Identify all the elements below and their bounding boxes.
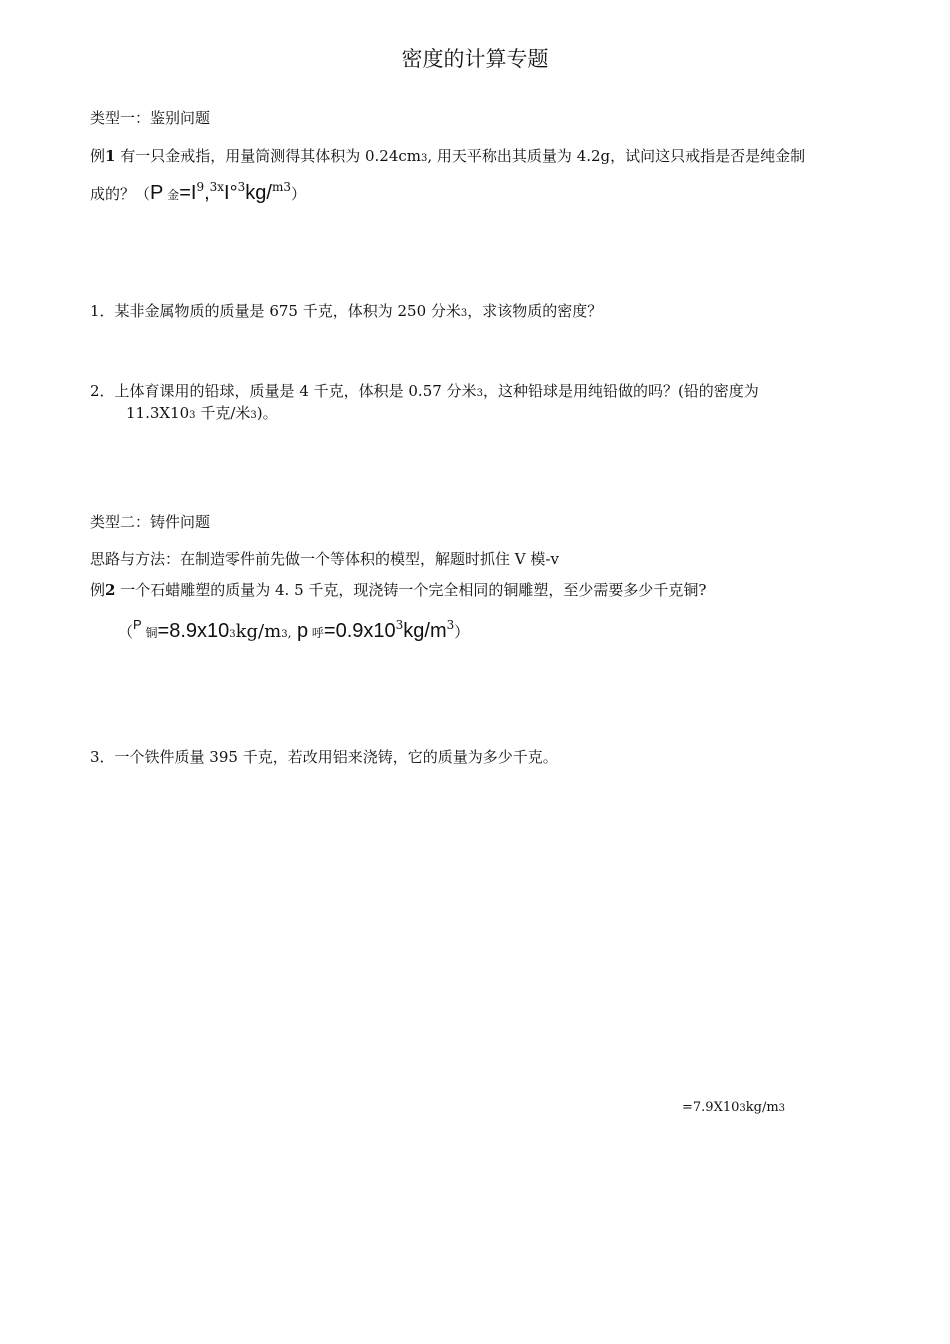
- iron-density-note: [682, 1098, 785, 1119]
- wax-unit: kg/m: [403, 620, 447, 642]
- gold-sup-a: 9: [196, 180, 205, 194]
- example1-line2: [90, 180, 306, 208]
- example2-prefix: 例: [90, 581, 106, 599]
- wax-value: =0.9x10: [323, 620, 396, 642]
- example1-sub: 3: [421, 153, 428, 164]
- gold-sup-b: 3x: [209, 180, 225, 194]
- example2-line: [90, 580, 706, 600]
- example1-text: 有一只金戒指，用量筒测得其体积为 0.24cm: [115, 147, 422, 165]
- copper-unit: kg/m: [235, 621, 282, 642]
- wax-label: 呼: [308, 626, 324, 640]
- question-2-line1: [90, 381, 759, 404]
- example1-text2: , 用天平称出其质量为 4.2g，试问这只戒指是否是纯金制: [427, 147, 806, 165]
- rho-wax-symbol: p: [291, 620, 309, 642]
- copper-label: 铜: [141, 626, 158, 640]
- rho-copper-symbol: P: [133, 617, 142, 632]
- gold-formula-b: ,: [204, 182, 210, 204]
- note-sub2: 3: [778, 1103, 786, 1114]
- formula-close: ）: [454, 623, 470, 641]
- q2-line2a: 11.3X10: [126, 404, 190, 422]
- gold-formula-c: I°: [224, 182, 238, 204]
- q2-text: 2．上体育课用的铅球，质量是 4 千克，体积是 0.57 分米: [90, 382, 477, 400]
- q2-line2b: 千克/米: [195, 404, 251, 422]
- page-title: 密度的计算专题: [401, 47, 549, 71]
- formula-sep: ,: [287, 626, 292, 640]
- example1-close: ）: [290, 185, 306, 203]
- q1-text: 1．某非金属物质的质量是 675 千克，体积为 250 分米: [90, 302, 461, 320]
- q2-line2c: )。: [256, 404, 278, 422]
- method-text: 思路与方法：在制造零件前先做一个等体积的模型，解题时抓住 V 模-v: [90, 550, 559, 568]
- note-b: kg/m: [745, 1100, 779, 1115]
- example1-prefix: 例: [90, 147, 106, 165]
- q2-sub: 3: [476, 388, 483, 399]
- gold-formula-a: =I: [179, 182, 197, 204]
- q2-line2-sub: 3: [189, 410, 196, 421]
- q2-line2-sub2: 3: [250, 410, 257, 421]
- example2-text: 一个石蜡雕塑的质量为 4. 5 千克，现浇铸一个完全相同的铜雕塑，至少需要多少千克铜?: [115, 581, 707, 599]
- gold-sup-c: 3: [237, 180, 246, 194]
- gold-label: 金: [163, 188, 180, 202]
- gold-formula-d: kg/: [245, 182, 272, 204]
- formula-open: （: [118, 623, 134, 641]
- section1-heading: 类型一：鉴别问题: [90, 109, 211, 127]
- wax-unit-sup: 3: [446, 618, 455, 632]
- copper-sub: 3: [229, 629, 236, 640]
- example1-line1: [90, 146, 805, 169]
- q1-sub: 3: [460, 308, 468, 319]
- q2-tail: ，这种铅球是用纯铅做的吗？(铅的密度为: [482, 382, 759, 400]
- note-a: =7.9X10: [682, 1100, 740, 1115]
- example1-line2-text: 成的？（: [90, 185, 151, 203]
- section2-heading: 类型二：铸件问题: [90, 513, 211, 531]
- rho-symbol: P: [150, 182, 164, 204]
- gold-sup-d: m3: [271, 180, 291, 194]
- example2-number: 2: [105, 581, 116, 599]
- example2-formula: [118, 617, 469, 649]
- copper-unit-sub: 3: [281, 629, 288, 640]
- question-1: [90, 301, 602, 324]
- wax-sup: 3: [395, 618, 404, 632]
- example1-number: 1: [105, 147, 116, 165]
- note-sub: 3: [739, 1103, 746, 1114]
- q1-tail: ，求该物质的密度？: [467, 302, 603, 320]
- question-3: 3．一个铁件质量 395 千克，若改用铝来浇铸，它的质量为多少千克。: [90, 748, 558, 766]
- question-2-line2: [126, 403, 278, 426]
- copper-value: =8.9x10: [157, 620, 230, 642]
